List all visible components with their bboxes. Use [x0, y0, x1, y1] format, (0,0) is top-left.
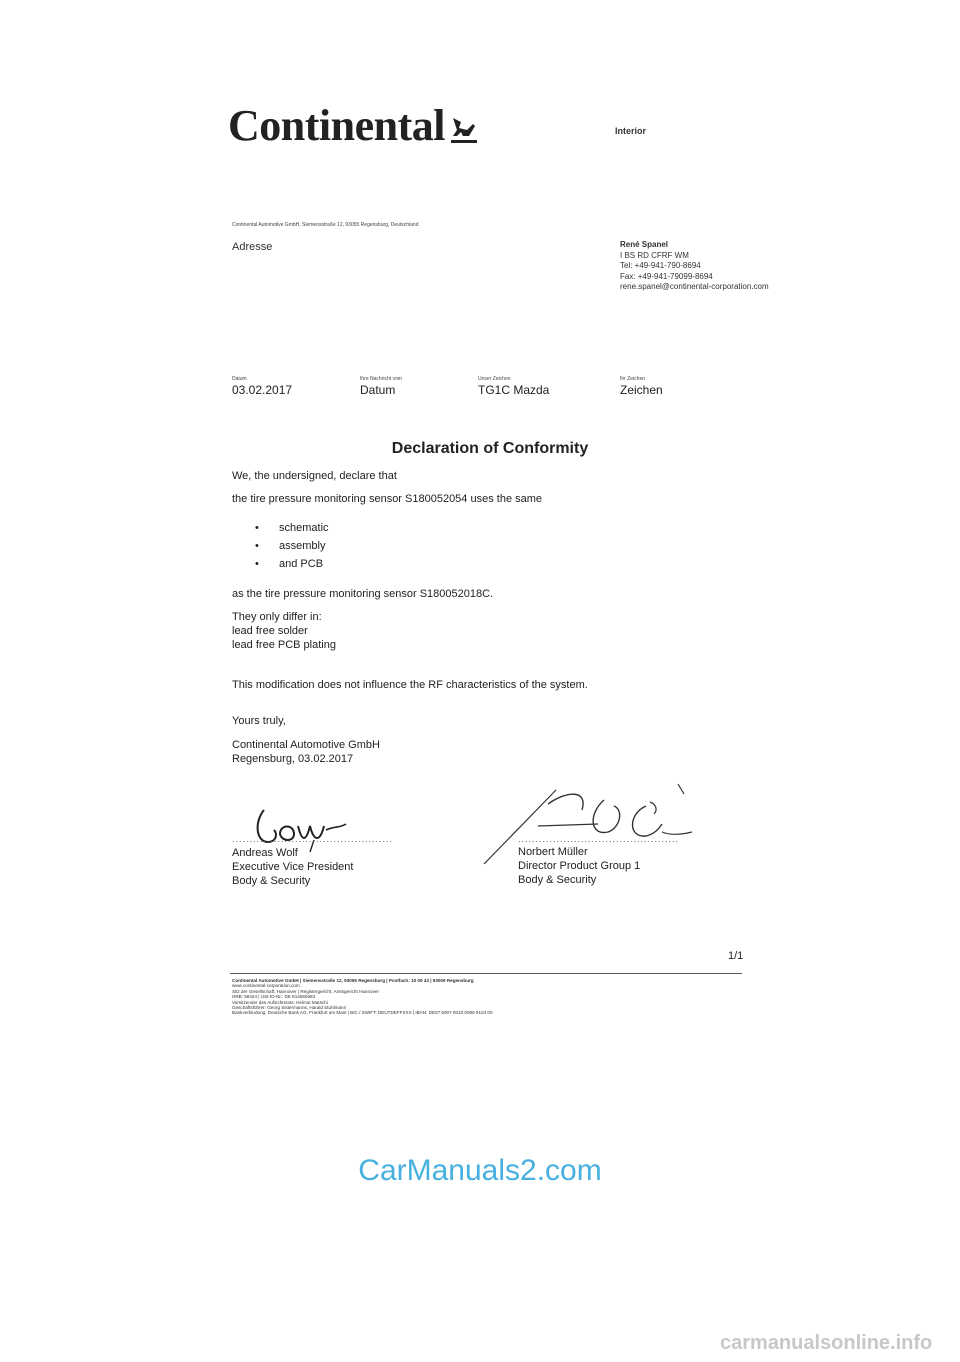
page-number: 1/1: [728, 950, 744, 962]
paragraph-rf: This modification does not influence the RF characteristics of the system.: [232, 679, 588, 691]
footer-legal: [232, 978, 493, 1016]
place-date: Regensburg, 03.02.2017: [232, 753, 354, 765]
signatory-name: Norbert Müller: [518, 846, 588, 858]
paragraph-compare: as the tire pressure monitoring sensor S180052018C.: [232, 588, 494, 600]
watermark-carmanualsonline: carmanualsonline.info: [720, 1332, 933, 1354]
signature-line-right: ..............................................: [518, 834, 680, 844]
signature-line-left: ..............................................: [232, 834, 394, 844]
bullet-list: [255, 519, 329, 573]
footer-line: www.continental-corporation.com: [232, 983, 300, 989]
ref-your-message: [360, 376, 402, 397]
footer-line: HRB: 58424 | USt-ID-Nr.: DE 814550683: [232, 994, 316, 1000]
ref-your-message-label: Ihre Nachricht vom: [360, 376, 402, 382]
ref-date: [232, 376, 292, 397]
document-title-text: Declaration of Conformity: [391, 440, 589, 457]
paragraph-declare: We, the undersigned, declare that: [232, 470, 397, 482]
ref-your-sign-value: Zeichen: [620, 383, 663, 397]
ref-your-sign: [620, 376, 663, 397]
footer-line: Continental Automotive GmbH | Siemensstraße 12, 93055 Regensburg | Postfach: 10 09 43 | 93009 Regensburg: [232, 978, 474, 983]
signatory-name: Andreas Wolf: [232, 847, 298, 859]
ref-your-message-value: Datum: [360, 383, 396, 397]
footer-line: Bankverbindung: Deutsche Bank AG, Frankfurt am Main | BIC / SWIFT: DEUTDEFFXXX | IBAN: DE07 5007 0010 0096 5103 00: [232, 1010, 493, 1016]
list-item: • and PCB: [255, 555, 329, 573]
contact-dept: I BS RD CFRF WM: [620, 250, 689, 260]
contact-tel: Tel: +49-941-790-8694: [620, 261, 701, 270]
footer-line: Sitz der Gesellschaft: Hannover | Registergericht: Amtsgericht Hannover: [232, 988, 379, 994]
closing-text: Yours truly,: [232, 715, 286, 727]
ref-date-label: Datum: [232, 376, 247, 382]
company-name: Continental Automotive GmbH: [232, 739, 380, 751]
ref-our-sign: [478, 376, 549, 397]
footer-divider: [230, 973, 742, 974]
contact-fax: Fax: +49-941-79099-8694: [620, 271, 713, 281]
watermark-carmanuals2: CarManuals2.com: [358, 1154, 602, 1187]
list-item: • assembly: [255, 537, 329, 555]
company-place-block: [232, 738, 380, 766]
ref-your-sign-label: Ihr Zeichen: [620, 376, 646, 382]
signatory-title: Executive Vice President: [232, 861, 354, 873]
footer-line: Geschäftsführer: Georg Sistermanns, Harald Stuhlmann: [232, 1005, 347, 1011]
paragraph-sensor: the tire pressure monitoring sensor S180052054 uses the same: [232, 493, 543, 505]
horse-logo-icon: [449, 104, 479, 155]
difference-intro: They only differ in:: [232, 611, 322, 623]
contact-name: René Spanel: [620, 240, 669, 249]
signatory-unit: Body & Security: [232, 875, 311, 887]
signatory-unit: Body & Security: [518, 874, 597, 886]
department-label: Interior: [615, 126, 647, 136]
document-title: [0, 440, 960, 458]
difference-item: lead free PCB plating: [232, 639, 336, 651]
ref-date-value: 03.02.2017: [232, 383, 293, 397]
logo-text: Continental: [228, 101, 445, 150]
difference-item: lead free solder: [232, 625, 308, 637]
contact-email: rene.spanel@continental-corporation.com: [620, 282, 769, 291]
ref-our-sign-value: TG1C Mazda: [478, 383, 550, 397]
footer-line: Vorsitzender des Aufsichtsrats: Helmut Matschi: [232, 999, 328, 1005]
company-logo: [228, 100, 479, 155]
signatory-left: [232, 846, 353, 888]
contact-block: [620, 240, 769, 293]
paragraph-differences: [232, 610, 336, 652]
sender-line: Continental Automotive GmbH, Siemensstraße 12, 93055 Regensburg, Deutschland: [232, 222, 419, 228]
ref-our-sign-label: Unser Zeichen: [478, 376, 511, 382]
signatory-right: [518, 845, 640, 887]
list-item: • schematic: [255, 519, 329, 537]
address-label: Adresse: [232, 241, 273, 253]
signatory-title: Director Product Group 1: [518, 860, 641, 872]
